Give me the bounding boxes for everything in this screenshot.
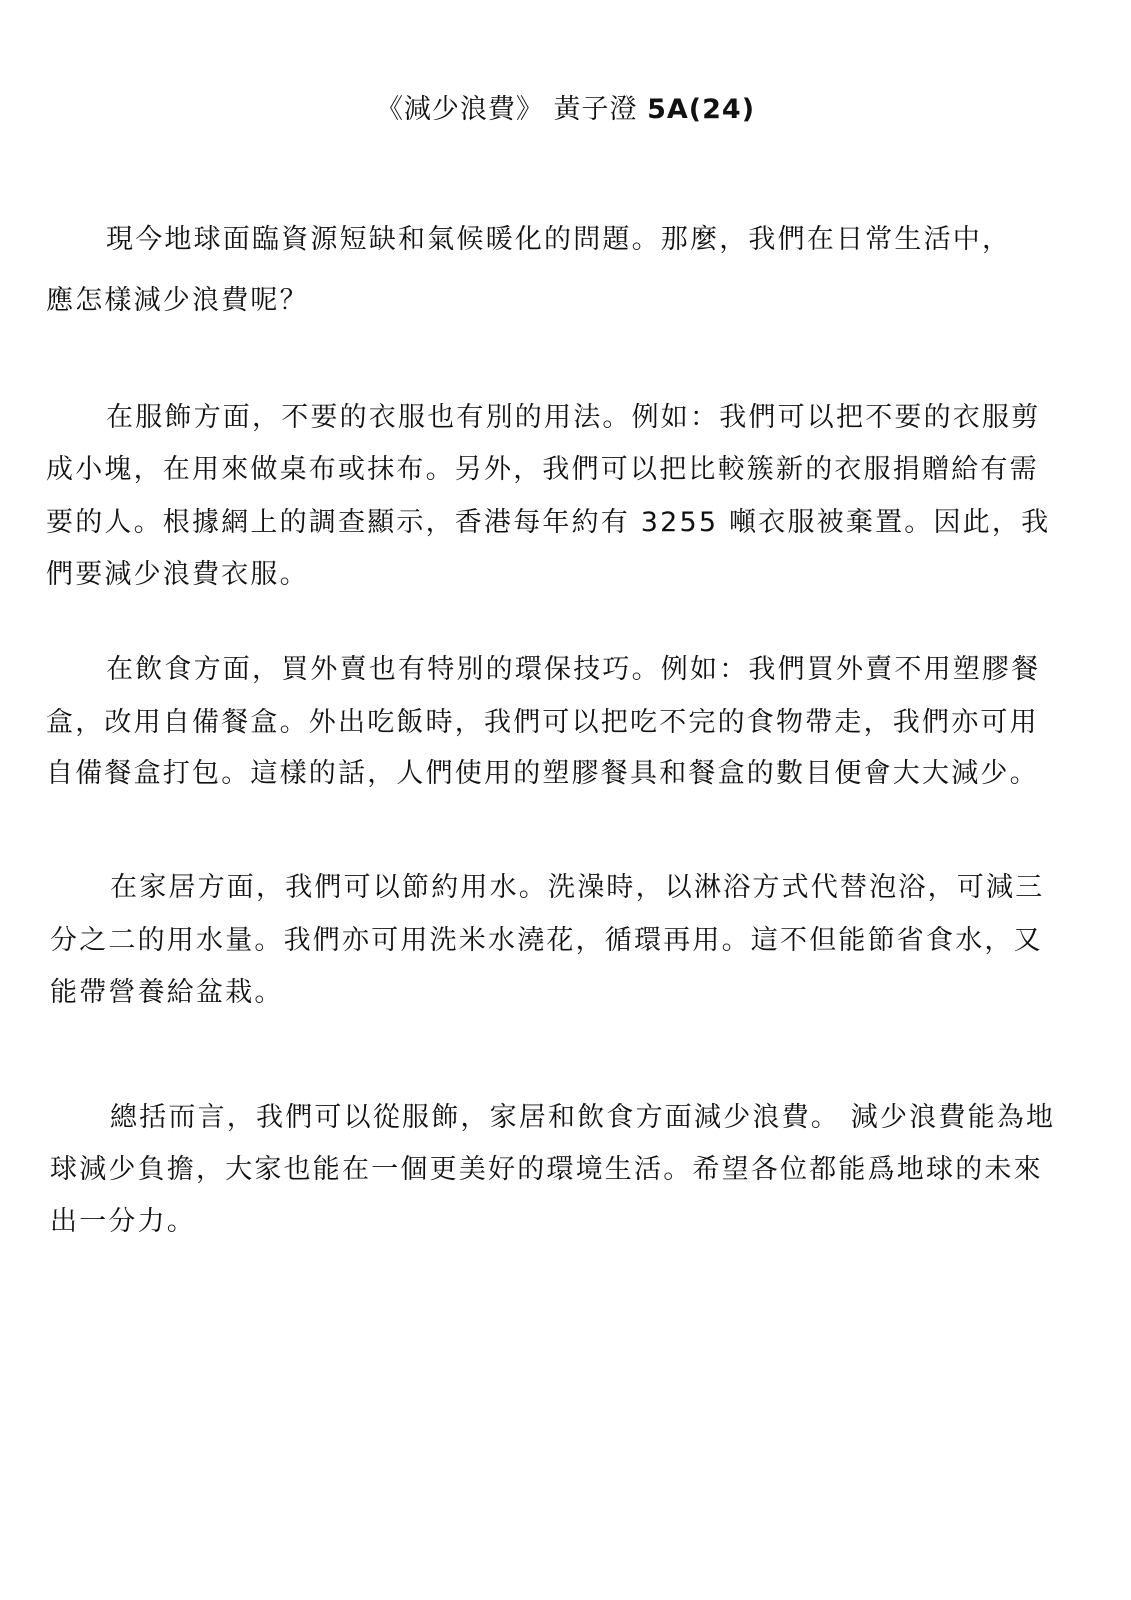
paragraph-4-line-3: 能帶營養給盆栽。: [50, 977, 284, 1008]
paragraph-4-line-1: 在家居方面，我們可以節約用水。洗澡時，以淋浴方式代替泡浴，可減三: [110, 872, 1045, 903]
title-text: 《減少浪費》 黃子澄: [375, 94, 648, 125]
paragraph-2-line-3: 要的人。根據網上的調查顯示，香港每年約有 3255 噸衣服被棄置。因此，我: [46, 507, 1051, 538]
paragraph-2-line-4: 們要減少浪費衣服。: [46, 559, 309, 590]
paragraph-4-line-2: 分之二的用水量。我們亦可用洗米水澆花，循環再用。這不但能節省食水，又: [50, 925, 1043, 956]
paragraph-5-line-1: 總括而言，我們可以從服飾，家居和飲食方面減少浪費。 減少浪費能為地: [110, 1102, 1056, 1133]
paragraph-1-line-2: 應怎樣減少浪費呢？: [46, 285, 309, 316]
document-title: [0, 88, 1131, 132]
paragraph-3-line-3: 自備餐盒打包。這樣的話，人們使用的塑膠餐具和餐盒的數目便會大大減少。: [46, 758, 1039, 789]
class-number: 5A(24): [647, 94, 756, 125]
paragraph-2-line-1: 在服飾方面，不要的衣服也有別的用法。例如：我們可以把不要的衣服剪: [106, 402, 1041, 433]
paragraph-5-line-3: 出一分力。: [50, 1206, 196, 1237]
paragraph-3-line-1: 在飲食方面，買外賣也有特別的環保技巧。例如：我們買外賣不用塑膠餐: [106, 654, 1041, 685]
paragraph-3-line-2: 盒，改用自備餐盒。外出吃飯時，我們可以把吃不完的食物帶走，我們亦可用: [46, 707, 1039, 738]
paragraph-1-line-1: 現今地球面臨資源短缺和氣候暖化的問題。那麼，我們在日常生活中，: [106, 224, 1012, 255]
paragraph-5-line-2: 球減少負擔，大家也能在一個更美好的環境生活。希望各位都能爲地球的未來: [50, 1154, 1043, 1185]
paragraph-2-line-2: 成小塊，在用來做桌布或抹布。另外，我們可以把比較簇新的衣服捐贈給有需: [46, 454, 1039, 485]
